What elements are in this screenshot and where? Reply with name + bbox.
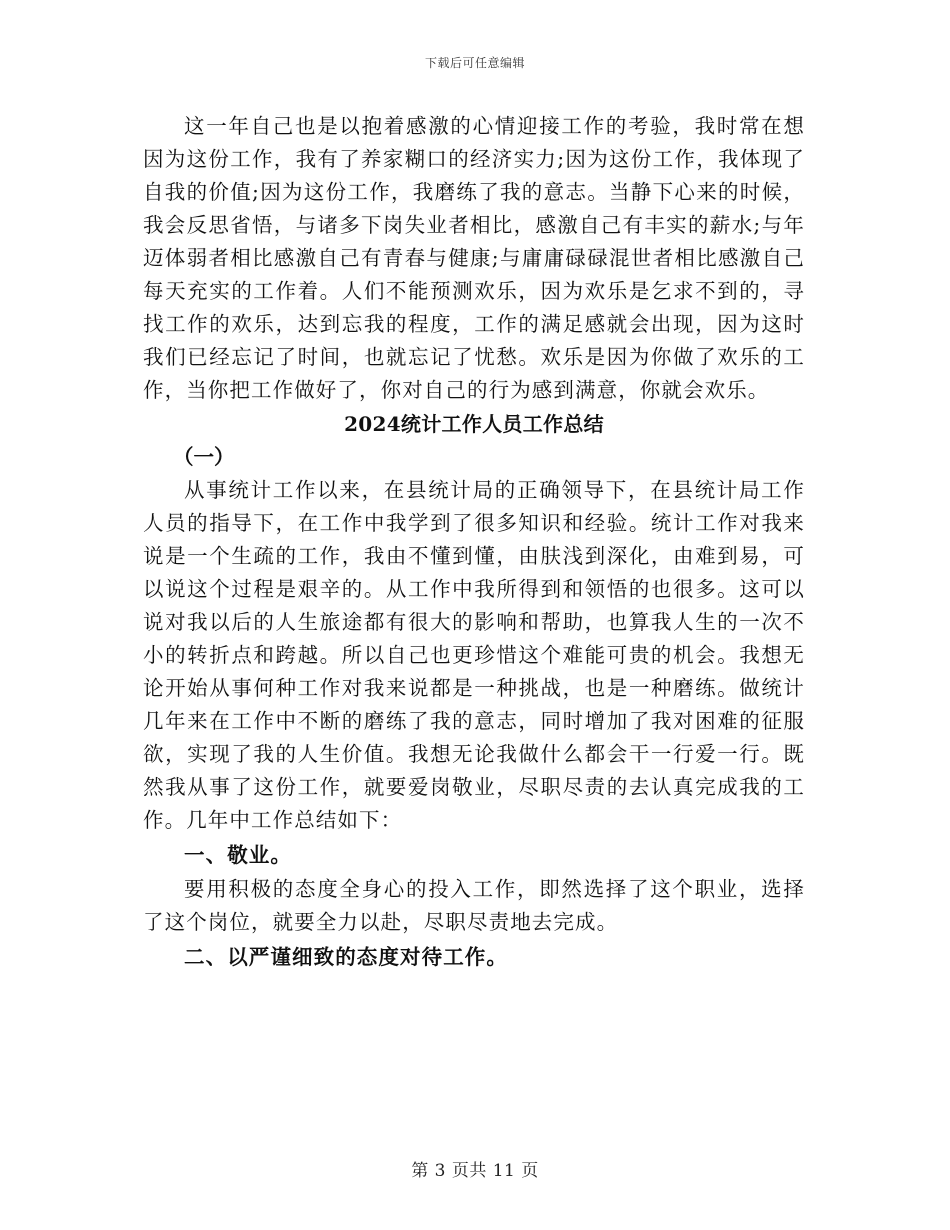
page-number: 第 3 页共 11 页 <box>411 1161 539 1181</box>
paragraph-intro: 从事统计工作以来，在县统计局的正确领导下，在县统计局工作人员的指导下，在工作中我学到了很多知识和经验。统计工作对我来说是一个生疏的工作，我由不懂到懂，由肤浅到深化，由难到易，可以说这个过程是艰辛的。从工作中我所得到和领悟的也很多。这可以说对我以后的人生旅途都有很大的影响和帮助，也算我人生的一次不小的转折点和跨越。所以自己也更珍惜这个难能可贵的机会。我想无论开始从事何种工作对我来说都是一种挑战，也是一种磨练。做统计几年来在工作中不断的磨练了我的意志，同时增加了我对困难的征服欲，实现了我的人生价值。我想无论我做什么都会干一行爱一行。既然我从事了这份工作，就要爱岗敬业，尽职尽责的去认真完成我的工作。几年中工作总结如下： <box>143 478 805 832</box>
document-body <box>143 110 805 975</box>
paragraph-dedication: 要用积极的态度全身心的投入工作，即然选择了这个职业，选择了这个岗位，就要全力以赴，尽职尽责地去完成。 <box>143 877 805 934</box>
heading-dedication: 一、敬业。 <box>184 843 292 867</box>
section-marker: （一） <box>173 445 235 469</box>
heading-rigorous-attitude: 二、以严谨细致的态度对待工作。 <box>184 945 508 969</box>
document-title: 2024统计工作人员工作总结 <box>344 412 604 436</box>
paragraph-gratitude: 这一年自己也是以抱着感激的心情迎接工作的考验，我时常在想因为这份工作，我有了养家糊口的经济实力;因为这份工作，我体现了自我的价值;因为这份工作，我磨练了我的意志。当静下心来的时候，我会反思省悟，与诸多下岗失业者相比，感激自己有丰实的薪水;与年迈体弱者相比感激自己有青春与健康;与庸庸碌碌混世者相比感激自己每天充实的工作着。人们不能预测欢乐，因为欢乐是乞求不到的，寻找工作的欢乐，达到忘我的程度，工作的满足感就会出现，因为这时我们已经忘记了时间，也就忘记了忧愁。欢乐是因为你做了欢乐的工作，当你把工作做好了，你对自己的行为感到满意，你就会欢乐。 <box>143 114 805 402</box>
header-note: 下载后可任意编辑 <box>424 56 525 70</box>
